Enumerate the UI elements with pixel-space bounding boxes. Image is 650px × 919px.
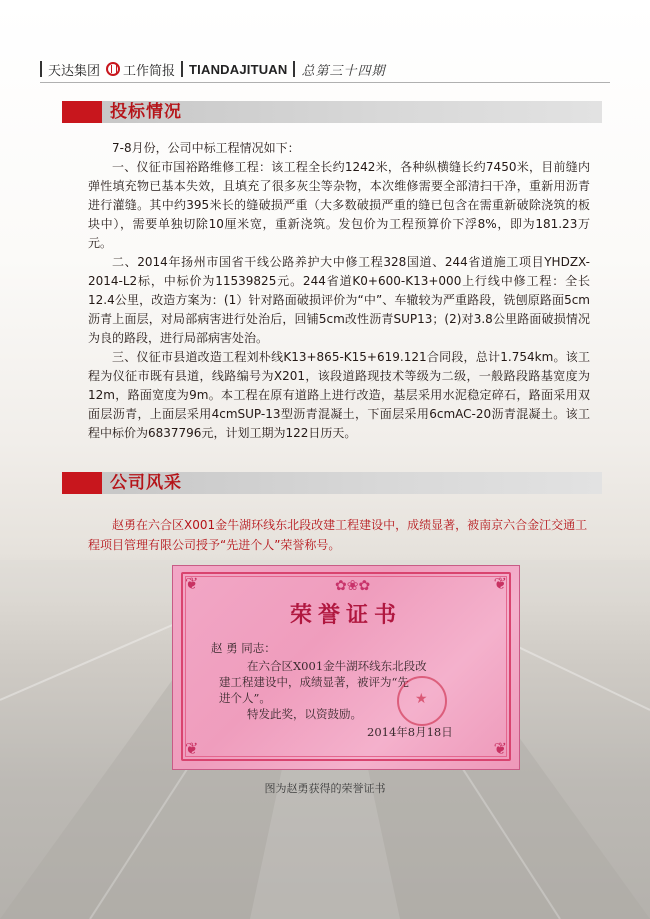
certificate-title: 荣誉证书 [289,602,402,628]
publication-name: 工作简报 [123,63,176,79]
corner-ornament-icon: ❦ [493,739,507,758]
seal-star-icon: ★ [415,691,428,707]
corner-ornament-icon: ❦ [493,574,507,593]
section-title: 公司风采 [110,473,182,493]
issue-number: 总第三十四期 [301,63,386,79]
flower-ornament-icon: ✿❀✿ [335,578,371,594]
bidding-body [88,139,590,443]
header-divider [181,61,183,77]
corner-ornament-icon: ❦ [185,574,199,593]
section-title: 投标情况 [110,102,182,122]
header-rule [40,82,610,83]
page-header [40,58,386,80]
certificate-salutation: 赵 勇 同志： [211,641,276,655]
intro-paragraph: 7-8月份，公司中标工程情况如下： [112,141,300,155]
project-paragraph-1: 一、仪征市国裕路维修工程：该工程全长约1242米，各种纵横缝长约7450米，目前缝内弹性填充物已基本失效，且填充了很多灰尘等杂物，本次维修需要全部清扫干净，重新用沥青进行灌缝。其中约395米长的缝破损严重（大多数破损严重的缝已包含在需重新破除浇筑的板块中），需要单独切除10厘米宽，重新浇筑。发包价为工程预算价下浮8%，即为181.23万元。 [88,160,590,250]
header-divider [40,61,42,77]
project-paragraph-3: 三、仪征市县道改造工程刘朴线K13+865-K15+619.121合同段，总计1.754km。该工程为仪征市既有县道，线路编号为X201，该段道路现技术等级为二级，一般路段路基宽度为12m，路面宽度为9m。本工程在原有道路上进行改造，基层采用水泥稳定碎石，路面采用双面层沥青，上面层采用4cmSUP-13型沥青混凝土，下面层采用6cmAC-20沥青混凝土。该工程中标价为6837796元，计划工期为122日历天。 [88,350,590,440]
certificate-text-line: 进个人”。 [219,691,271,705]
tianda-logo-icon [106,62,120,76]
certificate-date: 2014年8月18日 [367,725,453,739]
honor-certificate-image [172,565,520,770]
company-name: 天达集团 [48,63,101,79]
project-paragraph-2: 二、2014年扬州市国省干线公路养护大中修工程328国道、244省道施工项目YHDZX-2014-L2标，中标价为11539825元。244省道K0+600-K13+000上行线中修工程：全长12.4公里，改造方案为：(1）针对路面破损评价为“中”、车辙较为严重路段，铣刨原路面5cm沥青上面层，对局部病害进行处治后，回铺5cm改性沥青SUP13；(2)对3.8公里路面破损情况为良的路段，进行局部病害处治。 [88,255,590,345]
section-accent-block [62,101,102,123]
section-accent-block [62,472,102,494]
certificate-text-line: 在六合区X001金牛湖环线东北段改 [247,659,427,673]
latin-company-name: TIANDAJITUAN [189,61,288,77]
certificate-text-line: 建工程建设中，成绩显著，被评为“先 [219,675,409,689]
header-divider [293,61,295,77]
corner-ornament-icon: ❦ [185,739,199,758]
certificate-text-line: 特发此奖，以资鼓励。 [247,707,362,721]
image-caption: 图为赵勇获得的荣誉证书 [264,782,386,795]
section-header-style [62,472,602,494]
section-header-bidding [62,101,602,123]
award-announcement: 赵勇在六合区X001金牛湖环线东北段改建工程建设中，成绩显著，被南京六合金江交通工程项目管理有限公司授予“先进个人”荣誉称号。 [88,518,588,552]
